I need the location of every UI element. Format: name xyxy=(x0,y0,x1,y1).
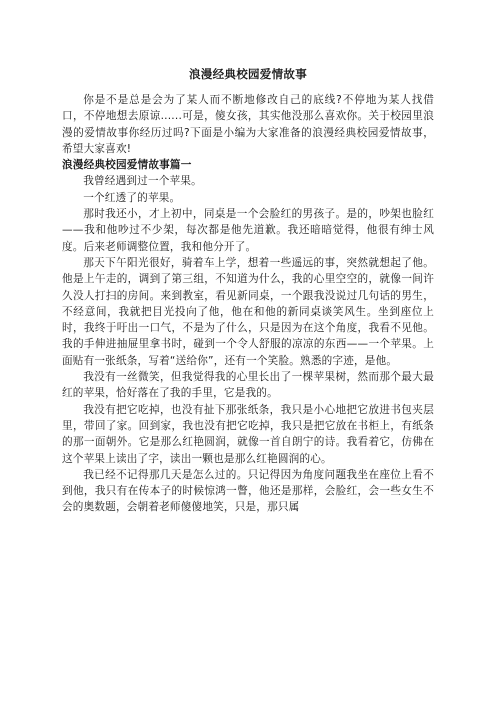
body-paragraph-6: 我没有把它吃掉，也没有扯下那张纸条，我只是小心地把它放进书包夹层里，带回了家。回到家，我也没有把它吃掉，我只是把它放在书柜上，有纸条的那一面朝外。它是那么红艳圆润，就像一首自朗宁的诗。我看着它，仿佛在这个苹果上读出了字，读出一颗也是那么红艳圆润的心。 xyxy=(62,403,434,465)
body-paragraph-2: 一个红透了的苹果。 xyxy=(83,191,181,204)
section-title: 浪漫经典校园爱情故事篇一 xyxy=(62,159,192,172)
body-paragraph-7: 我已经不记得那几天是怎么过的。只记得因为角度问题我坐在座位上看不到他，我只有在传本子的时候惊鸿一瞥，他还是那样，会脸红，会一些女生不会的奥数题，会朝着老师傻傻地笑，只是，那只属 xyxy=(62,468,434,514)
body-paragraph-5: 我没有一丝微笑，但我觉得我的心里长出了一棵苹果树，然而那个最大最红的苹果，恰好落在了我的手里，它是我的。 xyxy=(62,371,434,400)
body-paragraph-3: 那时我还小，才上初中，同桌是一个会脸红的男孩子。是的，吵架也脸红——我和他吵过不少架，每次都是他先道歉。我还暗暗觉得，他很有绅士风度。后来老师调整位置，我和他分开了。 xyxy=(62,208,434,253)
body-paragraph-4: 那天下午阳光很好，骑着车上学，想着一些遥远的事，突然就想起了他。他是上午走的，调到了第三组，不知道为什么，我的心里空空的，就像一间许久没人打扫的房间。来到教室，看见新同桌，一个跟我没说过几句话的男生，不经意间，我就把目光投向了他，他在和他的新同桌谈笑风生。坐到座位上时，我终于吁出一口气，不是为了什么，只是因为在这个角度，我看不见他。我的手伸进抽屉里拿书时，碰到一个令人舒服的凉凉的东西——一个苹果。上面贴有一张纸条，写着“送给你”，还有一个笑脸。熟悉的字迹，是他。 xyxy=(62,256,434,367)
document-title: 浪漫经典校园爱情故事 xyxy=(189,67,307,81)
intro-paragraph: 你是不是总是会为了某人而不断地修改自己的底线?不停地为某人找借口，不停地想去原谅......可是，傻女孩，其实他没那么喜欢你。关于校园里浪漫的爱情故事你经历过吗?下面是小编为大家准备的浪漫经典校园爱情故事，希望大家喜欢! xyxy=(62,94,434,155)
body-paragraph-1: 我曾经遇到过一个苹果。 xyxy=(83,175,202,188)
document-page xyxy=(62,66,434,516)
